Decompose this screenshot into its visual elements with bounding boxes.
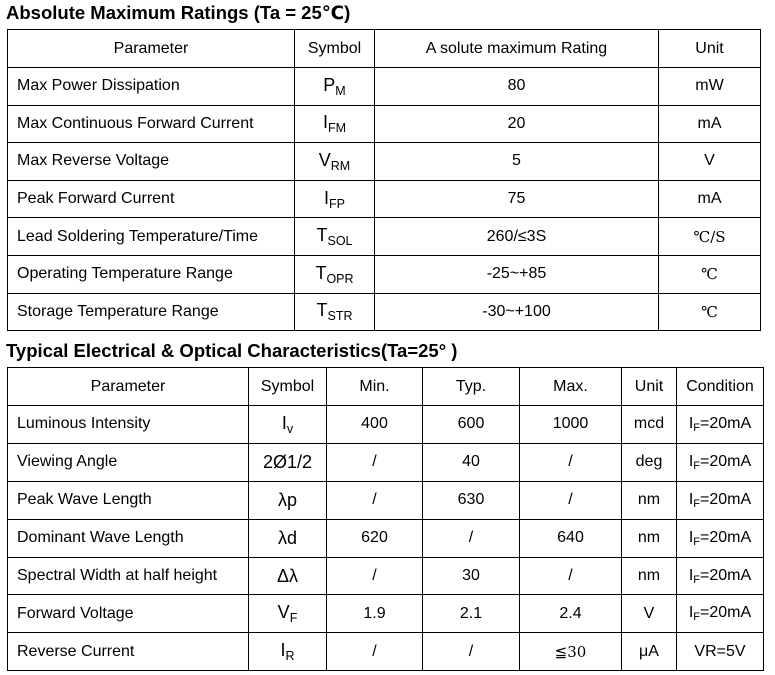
condition-value: =20mA <box>700 604 752 622</box>
min-cell: / <box>327 481 423 519</box>
typ-cell: 600 <box>423 406 520 444</box>
max-cell: / <box>520 481 622 519</box>
table-row <box>8 481 764 519</box>
symbol-subscript: R <box>285 649 295 664</box>
min-cell: / <box>327 633 423 671</box>
parameter-cell: Luminous Intensity <box>8 406 249 444</box>
condition-cell <box>677 633 764 671</box>
parameter-cell: Peak Forward Current <box>8 180 295 218</box>
symbol-subscript: FM <box>327 121 347 136</box>
condition-cell <box>677 481 764 519</box>
typ-cell: 30 <box>423 557 520 595</box>
symbol-cell <box>249 633 327 671</box>
table-row <box>8 633 764 671</box>
parameter-cell: Max Power Dissipation <box>8 68 295 106</box>
condition-main: I <box>688 604 694 622</box>
min-cell: 1.9 <box>327 595 423 633</box>
condition-main: I <box>688 452 694 470</box>
symbol-main: T <box>315 262 327 283</box>
unit-cell: mcd <box>622 406 677 444</box>
symbol-main: Δλ <box>276 565 299 586</box>
unit-cell: ℃ <box>659 255 761 293</box>
max-cell: 2.4 <box>520 595 622 633</box>
rating-cell: -25~+85 <box>375 255 659 293</box>
symbol-subscript: F <box>289 611 298 626</box>
unit-cell: nm <box>622 481 677 519</box>
symbol-cell <box>295 143 375 181</box>
condition-main: I <box>688 566 694 584</box>
header-unit: Unit <box>622 368 677 406</box>
unit-cell: V <box>622 595 677 633</box>
parameter-cell: Lead Soldering Temperature/Time <box>8 218 295 256</box>
symbol-main: T <box>316 225 328 246</box>
condition-cell <box>677 443 764 481</box>
unit-cell: mA <box>659 105 761 143</box>
table-row <box>8 218 761 256</box>
condition-value: =20mA <box>700 528 752 546</box>
symbol-main: 2Ø1/2 <box>262 451 313 472</box>
parameter-cell: Reverse Current <box>8 633 249 671</box>
rating-cell: 20 <box>375 105 659 143</box>
symbol-cell <box>295 218 375 256</box>
unit-cell: mW <box>659 68 761 106</box>
table-header-row <box>8 368 764 406</box>
rating-cell: 75 <box>375 180 659 218</box>
parameter-cell: Spectral Width at half height <box>8 557 249 595</box>
symbol-cell <box>249 557 327 595</box>
symbol-subscript: v <box>286 421 294 436</box>
symbol-subscript: FP <box>329 196 345 211</box>
symbol-cell <box>249 481 327 519</box>
typ-cell: 40 <box>423 443 520 481</box>
table-row <box>8 406 764 444</box>
condition-subscript: F <box>693 459 701 472</box>
table-row <box>8 180 761 218</box>
condition-subscript: F <box>693 611 701 624</box>
table-row <box>8 595 764 633</box>
parameter-cell: Operating Temperature Range <box>8 255 295 293</box>
symbol-subscript: OPR <box>326 271 354 286</box>
symbol-main: T <box>316 300 328 321</box>
max-cell: / <box>520 443 622 481</box>
unit-cell: deg <box>622 443 677 481</box>
condition-cell <box>677 406 764 444</box>
table-header-row <box>8 30 761 68</box>
symbol-cell <box>295 105 375 143</box>
absolute-ratings-table <box>7 29 761 331</box>
symbol-subscript: RM <box>330 158 351 173</box>
table-row <box>8 293 761 331</box>
header-parameter: Parameter <box>8 30 295 68</box>
symbol-main: I <box>280 640 286 661</box>
table-row <box>8 255 761 293</box>
header-symbol: Symbol <box>295 30 375 68</box>
condition-subscript: F <box>693 573 701 586</box>
header-typ: Typ. <box>423 368 520 406</box>
symbol-main: I <box>322 112 328 133</box>
symbol-main: I <box>281 412 287 433</box>
typical-characteristics-table <box>7 367 764 671</box>
symbol-cell <box>295 68 375 106</box>
parameter-cell: Storage Temperature Range <box>8 293 295 331</box>
condition-main: VR=5V <box>694 642 746 660</box>
typical-characteristics-title: Typical Electrical & Optical Characteristics(Ta=25° ) <box>6 340 458 361</box>
parameter-cell: Peak Wave Length <box>8 481 249 519</box>
symbol-cell <box>295 293 375 331</box>
table-row <box>8 143 761 181</box>
header-symbol: Symbol <box>249 368 327 406</box>
max-cell: ≦30 <box>520 633 622 671</box>
symbol-subscript: M <box>335 83 346 98</box>
condition-cell <box>677 519 764 557</box>
rating-cell: 5 <box>375 143 659 181</box>
unit-cell: μA <box>622 633 677 671</box>
max-cell: 640 <box>520 519 622 557</box>
symbol-main: V <box>277 602 290 623</box>
parameter-cell: Forward Voltage <box>8 595 249 633</box>
condition-subscript: F <box>693 535 701 548</box>
min-cell: / <box>327 557 423 595</box>
unit-cell: nm <box>622 519 677 557</box>
symbol-main: V <box>318 149 331 170</box>
condition-value: =20mA <box>700 490 752 508</box>
typ-cell: 2.1 <box>423 595 520 633</box>
header-rating: A solute maximum Rating <box>375 30 659 68</box>
parameter-cell: Dominant Wave Length <box>8 519 249 557</box>
absolute-ratings-title: Absolute Maximum Ratings (Ta = 25℃) <box>6 2 351 23</box>
max-cell: / <box>520 557 622 595</box>
condition-value: =20mA <box>700 414 752 432</box>
header-max: Max. <box>520 368 622 406</box>
parameter-cell: Viewing Angle <box>8 443 249 481</box>
symbol-cell <box>295 180 375 218</box>
symbol-subscript: STR <box>327 309 353 324</box>
typ-cell: / <box>423 633 520 671</box>
condition-cell <box>677 557 764 595</box>
typ-cell: 630 <box>423 481 520 519</box>
header-unit: Unit <box>659 30 761 68</box>
symbol-main: λp <box>277 489 297 510</box>
header-parameter: Parameter <box>8 368 249 406</box>
typ-cell: / <box>423 519 520 557</box>
header-min: Min. <box>327 368 423 406</box>
max-cell: 1000 <box>520 406 622 444</box>
table-row <box>8 519 764 557</box>
rating-cell: 80 <box>375 68 659 106</box>
table-row <box>8 105 761 143</box>
symbol-cell <box>249 595 327 633</box>
table-row <box>8 68 761 106</box>
min-cell: 620 <box>327 519 423 557</box>
unit-cell: ℃ <box>659 293 761 331</box>
min-cell: / <box>327 443 423 481</box>
symbol-cell <box>249 519 327 557</box>
min-cell: 400 <box>327 406 423 444</box>
unit-cell: mA <box>659 180 761 218</box>
table-row <box>8 443 764 481</box>
condition-main: I <box>688 414 694 432</box>
parameter-cell: Max Reverse Voltage <box>8 143 295 181</box>
condition-value: =20mA <box>700 452 752 470</box>
condition-main: I <box>688 490 694 508</box>
rating-cell: 260/≤3S <box>375 218 659 256</box>
unit-cell: ℃/S <box>659 218 761 256</box>
symbol-main: λd <box>277 527 297 548</box>
condition-subscript: F <box>693 421 701 434</box>
condition-value: =20mA <box>700 566 752 584</box>
symbol-main: I <box>324 187 330 208</box>
symbol-main: P <box>323 74 336 95</box>
symbol-cell <box>249 406 327 444</box>
symbol-cell <box>295 255 375 293</box>
symbol-subscript: SOL <box>327 234 353 249</box>
header-condition: Condition <box>677 368 764 406</box>
condition-cell <box>677 595 764 633</box>
rating-cell: -30~+100 <box>375 293 659 331</box>
unit-cell: nm <box>622 557 677 595</box>
condition-subscript: F <box>693 497 701 510</box>
table-row <box>8 557 764 595</box>
symbol-cell <box>249 443 327 481</box>
condition-main: I <box>688 528 694 546</box>
unit-cell: V <box>659 143 761 181</box>
parameter-cell: Max Continuous Forward Current <box>8 105 295 143</box>
